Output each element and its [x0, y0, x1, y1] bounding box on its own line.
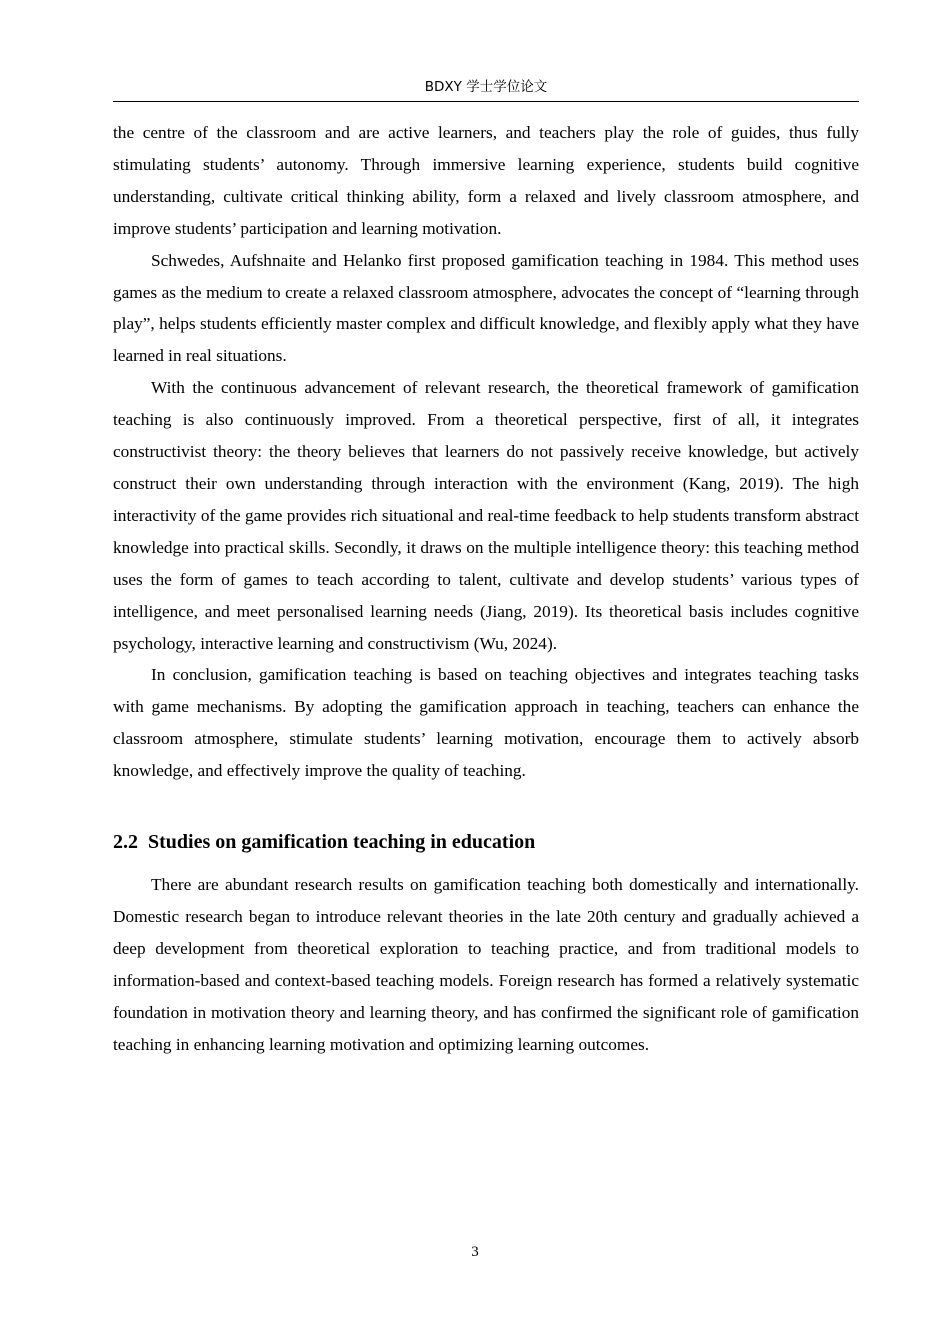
- page-header: [113, 76, 859, 102]
- header-title: BDXY 学士学位论文: [424, 79, 548, 95]
- section-heading: [113, 827, 859, 857]
- body-paragraph-4: In conclusion, gamification teaching is based on teaching objectives and integrates teaching tasks with game mechanisms. By adopting the gamification approach in teaching, teachers can enhance the classroom atmosphere, stimulate students’ learning motivation, encourage them to actively absorb knowledge, and effectively improve the quality of teaching.: [113, 665, 859, 781]
- document-body: [113, 117, 859, 1060]
- page-number: 3: [471, 1244, 479, 1260]
- section-paragraph-1: There are abundant research results on gamification teaching both domestically and internationally. Domestic research began to introduce relevant theories in the late 20th century and gradually achieved a deep development from theoretical exploration to teaching practice, and from traditional models to information-based and context-based teaching models. Foreign research has formed a relatively systematic foundation in motivation theory and learning theory, and has confirmed the significant role of gamification teaching in enhancing learning motivation and optimizing learning outcomes.: [113, 875, 859, 1054]
- body-paragraph-3: With the continuous advancement of relevant research, the theoretical framework of gamification teaching is also continuously improved. From a theoretical perspective, first of all, it integrates constructivist theory: the theory believes that learners do not passively receive knowledge, but actively construct their own understanding through interaction with the environment (Kang, 2019). The high interactivity of the game provides rich situational and real-time feedback to help students transform abstract knowledge into practical skills. Secondly, it draws on the multiple intelligence theory: this teaching method uses the form of games to teach according to talent, cultivate and develop students’ various types of intelligence, and meet personalised learning needs (Jiang, 2019). Its theoretical basis includes cognitive psychology, interactive learning and constructivism (Wu, 2024).: [113, 378, 859, 653]
- body-paragraph-2: Schwedes, Aufshnaite and Helanko first proposed gamification teaching in 1984. This method uses games as the medium to create a relaxed classroom atmosphere, advocates the concept of “learning through play”, helps students efficiently master complex and difficult knowledge, and flexibly apply what they have learned in real situations.: [113, 250, 859, 366]
- body-paragraph-1: the centre of the classroom and are active learners, and teachers play the role of guides, thus fully stimulating students’ autonomy. Through immersive learning experience, students build cognitive understanding, cultivate critical thinking ability, form a relaxed and lively classroom atmosphere, and improve students’ participation and learning motivation.: [113, 123, 859, 238]
- section-number: 2.2: [113, 831, 138, 854]
- section-title: Studies on gamification teaching in education: [148, 831, 536, 854]
